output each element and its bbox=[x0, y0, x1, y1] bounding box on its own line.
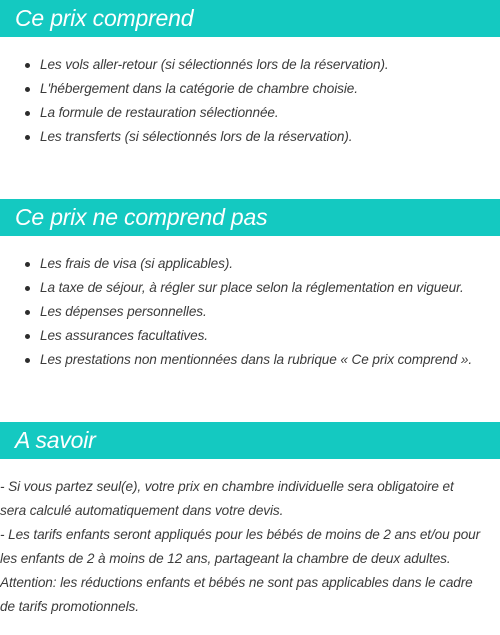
list-item bbox=[0, 125, 500, 149]
included-list bbox=[0, 53, 500, 149]
list-item-text: Les vols aller-retour (si sélectionnés lors de la réservation). bbox=[40, 57, 389, 72]
list-item bbox=[0, 348, 500, 372]
section-title-included: Ce prix comprend bbox=[15, 5, 194, 31]
section-header-not-included bbox=[0, 199, 500, 236]
text-line: Attention: les réductions enfants et bébés ne sont pas applicables dans le cadre bbox=[0, 575, 473, 590]
list-item-text: L'hébergement dans la catégorie de chambre choisie. bbox=[40, 81, 358, 96]
list-item bbox=[0, 300, 500, 324]
bullet-icon bbox=[25, 135, 30, 140]
section-title-good-to-know: A savoir bbox=[15, 427, 96, 453]
section-header-included bbox=[0, 0, 500, 37]
list-item-text: Les prestations non mentionnées dans la rubrique « Ce prix comprend ». bbox=[40, 352, 473, 367]
text-line: les enfants de 2 à moins de 12 ans, partageant la chambre de deux adultes. bbox=[0, 551, 451, 566]
list-item bbox=[0, 53, 500, 77]
bullet-icon bbox=[25, 358, 30, 363]
bullet-icon bbox=[25, 310, 30, 315]
text-line: de tarifs promotionnels. bbox=[0, 599, 139, 614]
bullet-icon bbox=[25, 286, 30, 291]
bullet-icon bbox=[25, 334, 30, 339]
list-item-text: Les frais de visa (si applicables). bbox=[40, 256, 233, 271]
list-item-text: Les dépenses personnelles. bbox=[40, 304, 207, 319]
section-title-not-included: Ce prix ne comprend pas bbox=[15, 204, 268, 230]
list-item-text: Les transferts (si sélectionnés lors de la réservation). bbox=[40, 129, 353, 144]
good-to-know-text bbox=[0, 475, 500, 619]
not-included-list bbox=[0, 252, 500, 372]
text-line: - Si vous partez seul(e), votre prix en chambre individuelle sera obligatoire et bbox=[0, 479, 454, 494]
list-item bbox=[0, 101, 500, 125]
list-item bbox=[0, 276, 500, 300]
bullet-icon bbox=[25, 111, 30, 116]
bullet-icon bbox=[25, 262, 30, 267]
list-item bbox=[0, 324, 500, 348]
list-item-text: La formule de restauration sélectionnée. bbox=[40, 105, 279, 120]
bullet-icon bbox=[25, 63, 30, 68]
bullet-icon bbox=[25, 87, 30, 92]
text-line: sera calculé automatiquement dans votre devis. bbox=[0, 503, 284, 518]
list-item-text: La taxe de séjour, à régler sur place selon la réglementation en vigueur. bbox=[40, 280, 464, 295]
list-item bbox=[0, 77, 500, 101]
list-item bbox=[0, 252, 500, 276]
list-item-text: Les assurances facultatives. bbox=[40, 328, 208, 343]
section-header-good-to-know bbox=[0, 422, 500, 459]
text-line: - Les tarifs enfants seront appliqués pour les bébés de moins de 2 ans et/ou pour bbox=[0, 527, 481, 542]
